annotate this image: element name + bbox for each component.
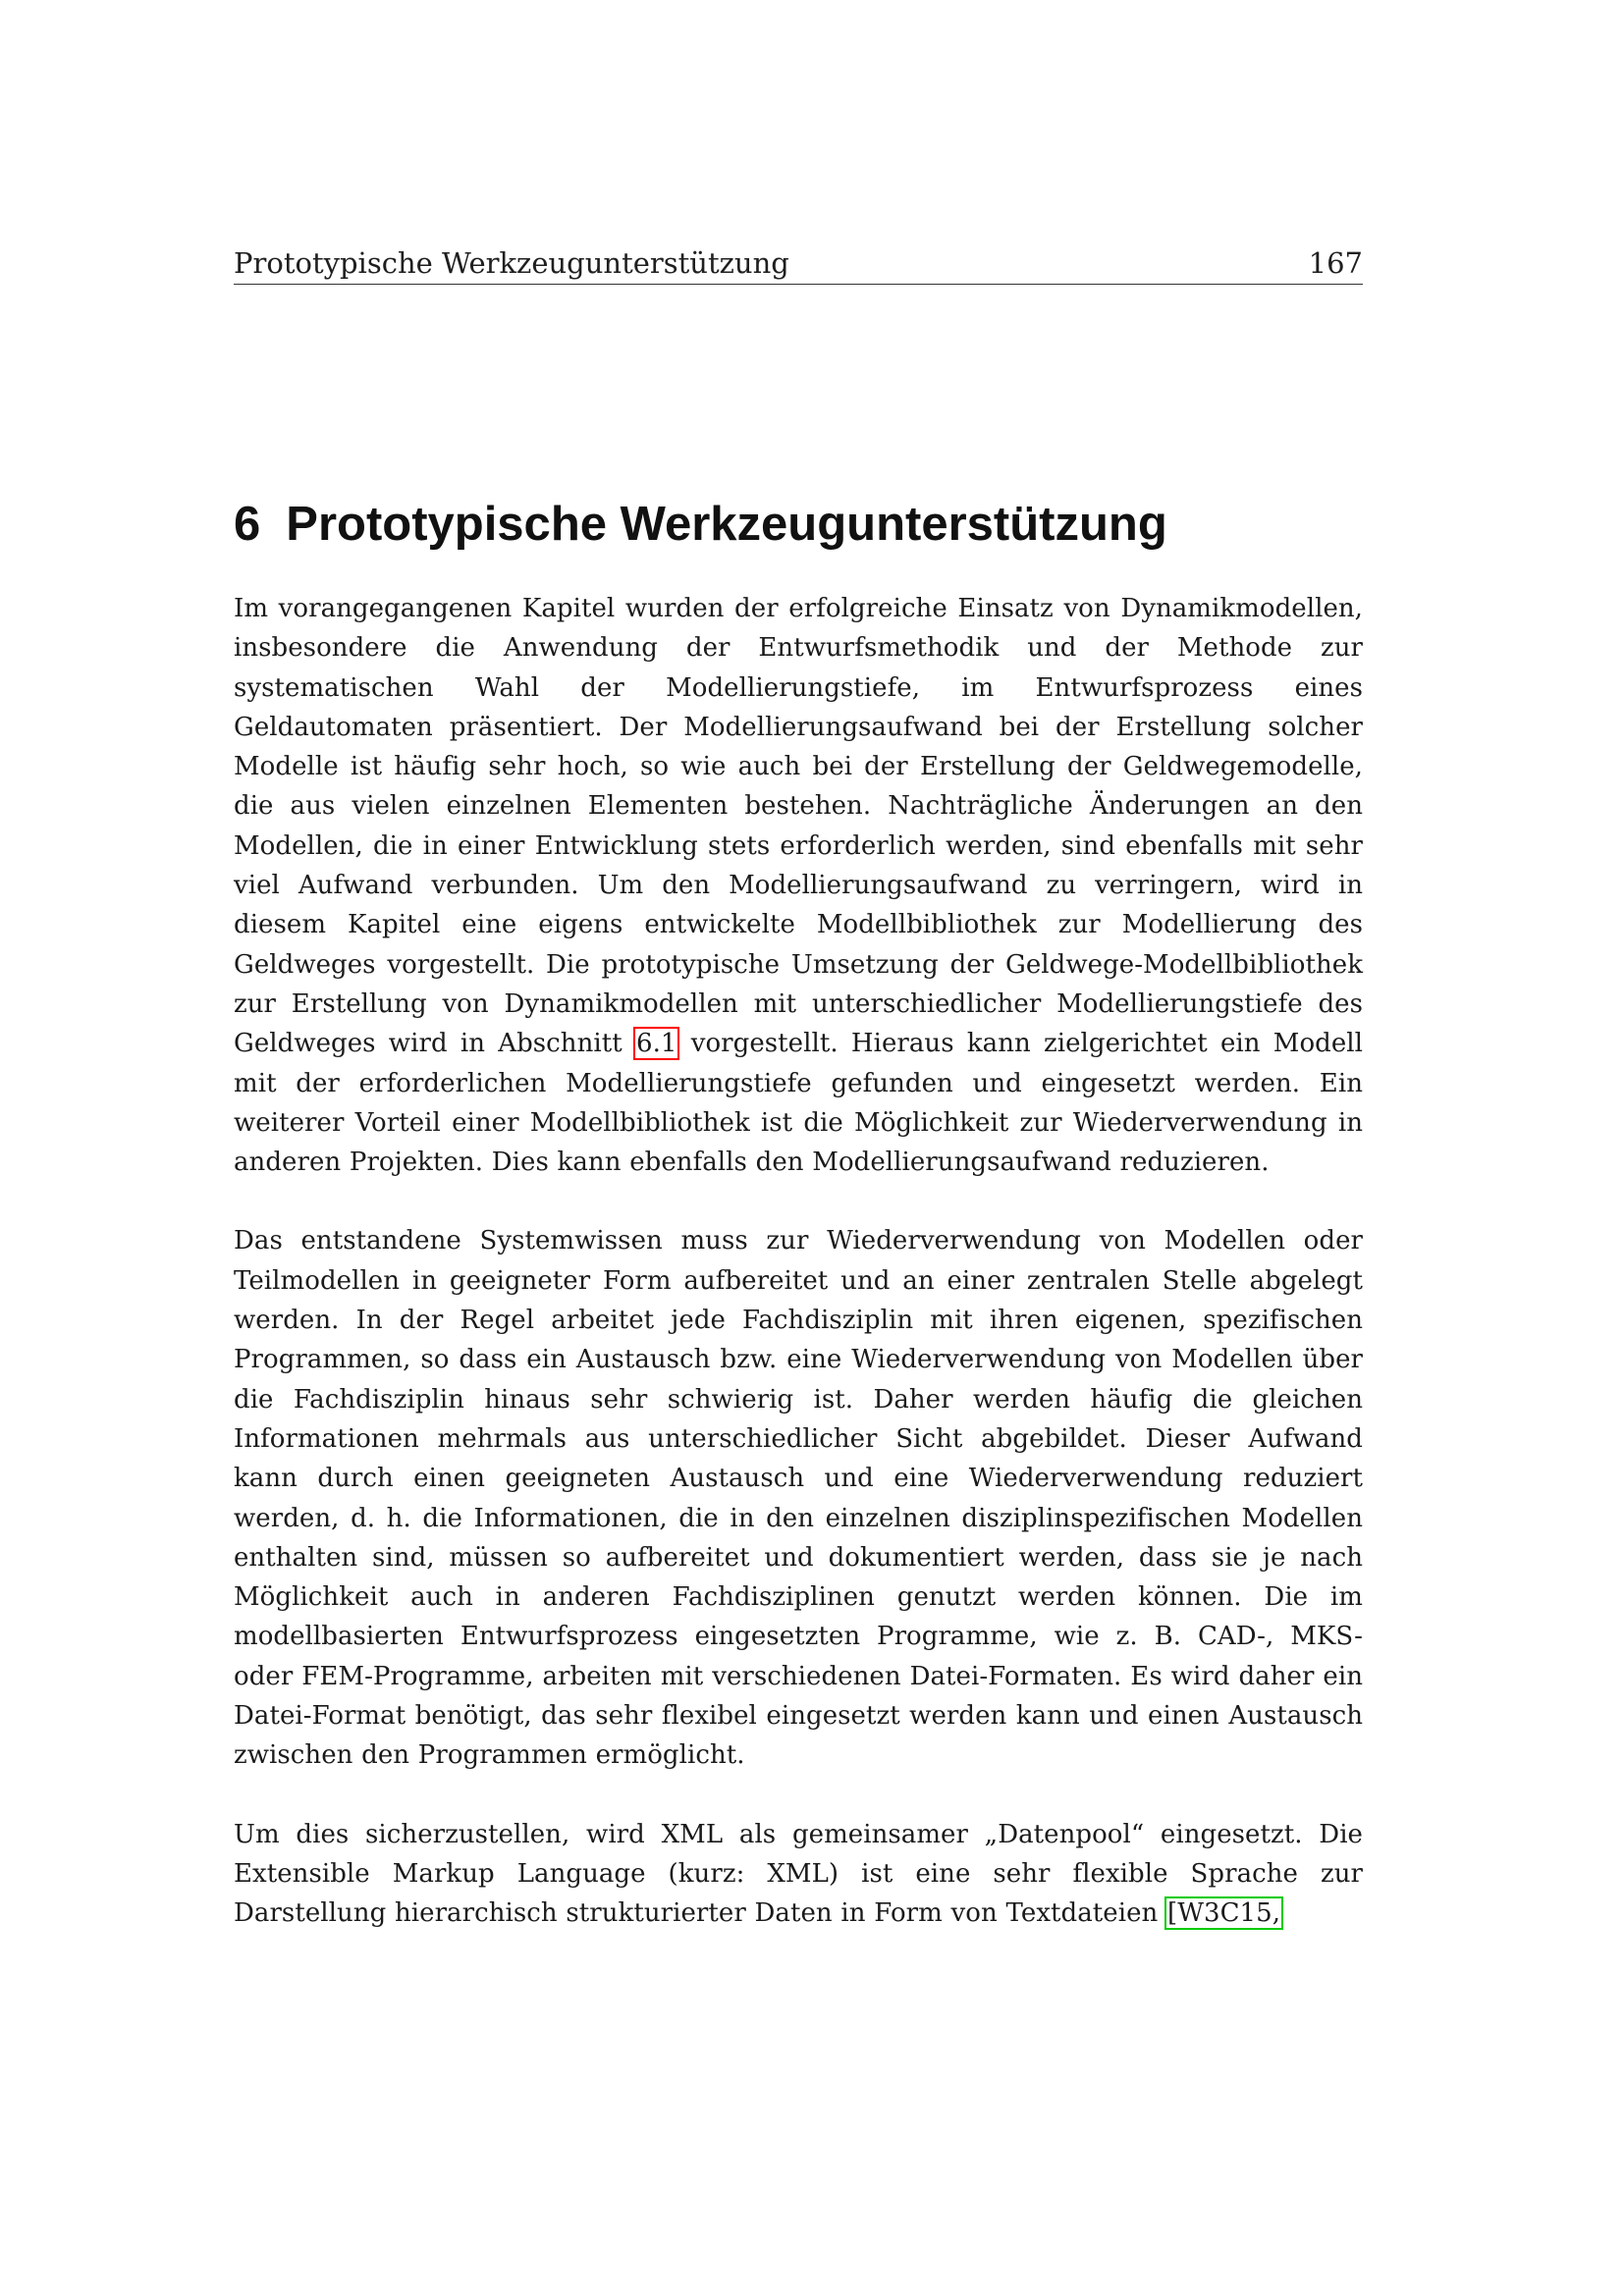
paragraph-3-text: Um dies sicherzustellen, wird XML als gemeinsamer „Datenpool“ eingesetzt. Die Extensible Markup Language (kurz: XML) ist eine sehr flexible Sprache zur Darstellung hierarchisch strukturierter Daten in Form von Textdateien — [234, 1819, 1363, 1929]
section-reference-link[interactable]: 6.1 — [635, 1029, 677, 1059]
running-header-title: Prototypische Werkzeugunterstützung — [234, 246, 789, 280]
chapter-number: 6 — [234, 497, 261, 551]
paragraph-1-text-a: Im vorangegangenen Kapitel wurden der erfolgreiche Einsatz von Dynamikmodellen, insbesondere die Anwendung der Entwurfsmethodik und der Methode zur systematischen Wahl der Modellierungstiefe, im Entwurfsprozess eines Geldautomaten präsentiert. Der Modellierungsaufwand bei der Erstellung solcher Modelle ist häufig sehr hoch, so wie auch bei der Erstellung der Geldwegemodelle, die aus vielen einzelnen Elementen bestehen. Nachträgliche Änderungen an den Modellen, die in einer Entwicklung stets erforderlich werden, sind ebenfalls mit sehr viel Aufwand verbunden. Um den Modellierungsaufwand zu verringern, wird in diesem Kapitel eine eigens entwickelte Modellbibliothek zur Modellierung des Geldweges vorgestellt. Die prototypische Umsetzung der Geldwege-Modellbibliothek zur Erstellung von Dynamikmodellen mit unterschiedlicher Modellierungstiefe des Geldweges wird in Abschnitt — [234, 594, 1363, 1059]
citation-link[interactable]: [W3C15, — [1167, 1898, 1281, 1929]
running-header — [234, 245, 1363, 281]
body-text — [234, 589, 1363, 1973]
header-rule — [234, 284, 1363, 285]
paragraph-2: Das entstandene Systemwissen muss zur Wiederverwendung von Modellen oder Teilmodellen in geeigneter Form aufbereitet und an einer zentralen Stelle abgelegt werden. In der Regel arbeitet jede Fachdisziplin mit ihren eigenen, spezifischen Programmen, so dass ein Austausch bzw. eine Wiederverwendung von Modellen über die Fachdisziplin hinaus sehr schwierig ist. Daher werden häufig die gleichen Informationen mehrmals aus unterschiedlicher Sicht abgebildet. Dieser Aufwand kann durch einen geeigneten Austausch und eine Wiederverwendung reduziert werden, d. h. die Informationen, die in den einzelnen disziplinspezifischen Modellen enthalten sind, müssen so aufbereitet und dokumentiert werden, dass sie je nach Möglichkeit auch in anderen Fachdisziplinen genutzt werden können. Die im modellbasierten Entwurfsprozess eingesetzten Programme, wie z. B. CAD-, MKS- oder FEM-Programme, arbeiten mit verschiedenen Datei-Formaten. Es wird daher ein Datei-Format benötigt, das sehr flexibel eingesetzt werden kann und einen Austausch zwischen den Programmen ermöglicht. — [234, 1226, 1363, 1771]
paragraph-1-text-b: vorgestellt. Hieraus kann zielgerichtet ein Modell mit der erforderlichen Modellierungstiefe gefunden und eingesetzt werden. Ein weiterer Vorteil einer Modellbibliothek ist die Möglichkeit zur Wiederverwendung in anderen Projekten. Dies kann ebenfalls den Modellierungsaufwand reduzieren. — [234, 1029, 1364, 1178]
paragraph-1 — [234, 589, 1363, 1182]
page-number: 167 — [1308, 246, 1363, 280]
chapter-heading — [234, 495, 1363, 554]
paragraph-3 — [234, 1815, 1363, 1934]
chapter-title: Prototypische Werkzeugunterstützung — [286, 497, 1167, 551]
